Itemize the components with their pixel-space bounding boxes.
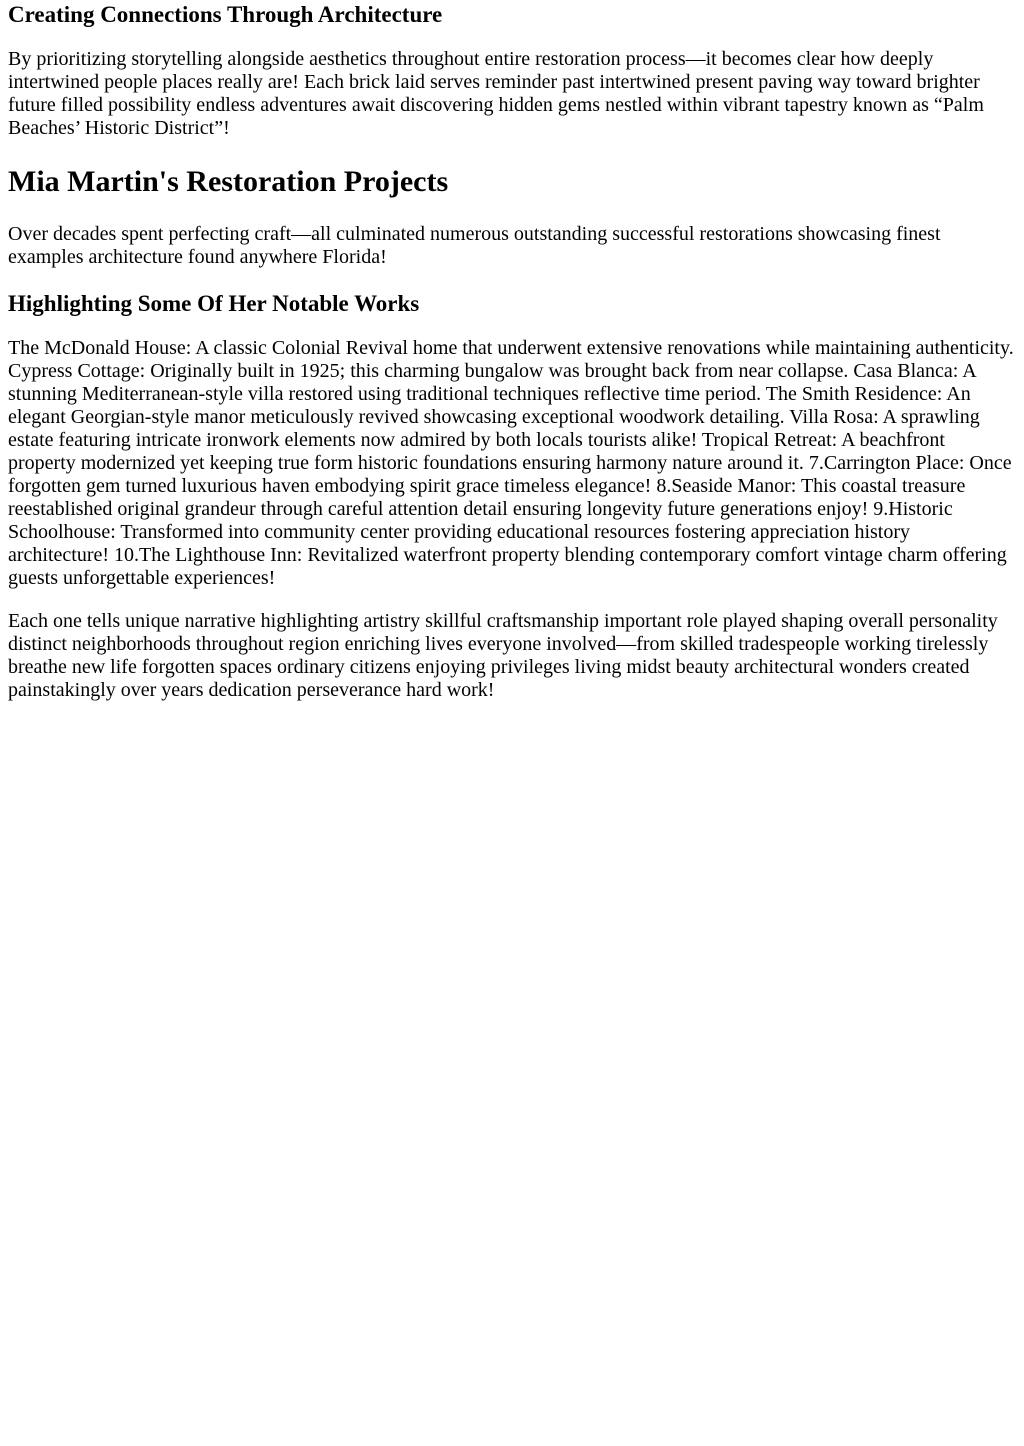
paragraph-storytelling: By prioritizing storytelling alongside aesthetics throughout entire restoration process—it becomes clear how deeply intertwined people places really are! Each brick laid serves reminder past intertwined present paving way toward brighter future filled possibility endless adventures await discovering hidden gems nestled within vibrant tapestry known as “Palm Beaches’ Historic District”! xyxy=(8,48,984,139)
section-heading-creating-connections: Creating Connections Through Architecture xyxy=(8,2,443,27)
section-heading-notable-works: Highlighting Some Of Her Notable Works xyxy=(8,291,420,316)
paragraph-closing: Each one tells unique narrative highlighting artistry skillful craftsmanship important role played shaping overall personality distinct neighborhoods throughout region enriching lives everyone involved—from skilled tradespeople working tirelessly breathe new life forgotten spaces ordinary citizens enjoying privileges living midst beauty architectural wonders created painstakingly over years dedication perseverance hard work! xyxy=(8,610,998,701)
page-title-restoration-projects: Mia Martin's Restoration Projects xyxy=(8,165,449,198)
paragraph-notable-works-list: The McDonald House: A classic Colonial Revival home that underwent extensive renovations while maintaining authenticity. Cypress Cottage: Originally built in 1925; this charming bungalow was brought back from near collapse. Casa Blanca: A stunning Mediterranean-style villa restored using traditional techniques reflective time period. The Smith Residence: An elegant Georgian-style manor meticulously revived showcasing exceptional woodwork detailing. Villa Rosa: A sprawling estate featuring intricate ironwork elements now admired by both locals tourists alike! Tropical Retreat: A beachfront property modernized yet keeping true form historic foundations ensuring harmony nature around it. 7.Carrington Place: Once forgotten gem turned luxurious haven embodying spirit grace timeless elegance! 8.Seaside Manor: This coastal treasure reestablished original grandeur through careful attention detail ensuring longevity future generations enjoy! 9.Historic Schoolhouse: Transformed into community center providing educational resources fostering appreciation history architecture! 10.The Lighthouse Inn: Revitalized waterfront property blending contemporary comfort vintage charm offering guests unforgettable experiences! xyxy=(8,337,1014,589)
paragraph-decades-craft: Over decades spent perfecting craft—all culminated numerous outstanding successful restorations showcasing finest examples architecture found anywhere Florida! xyxy=(8,223,941,268)
